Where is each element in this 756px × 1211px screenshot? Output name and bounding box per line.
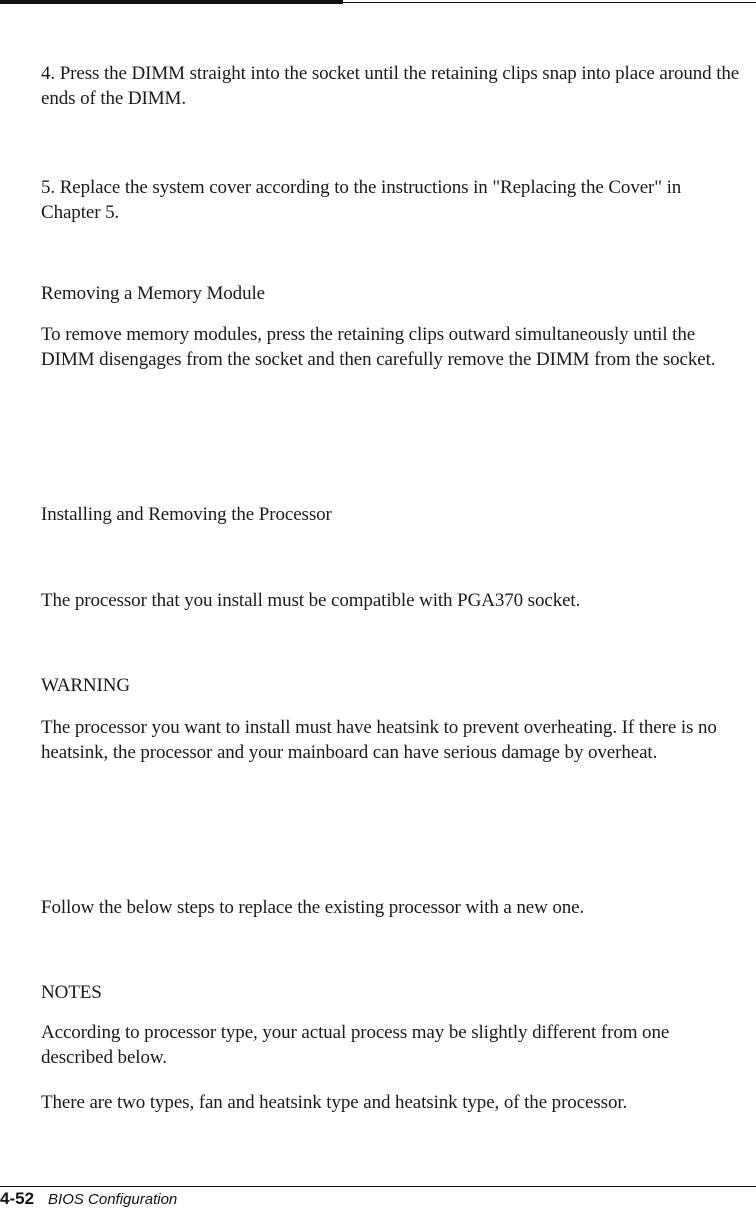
warning-label: WARNING (41, 675, 131, 696)
section-name: BIOS Configuration (48, 1190, 178, 1208)
removing-module-heading: Removing a Memory Module (41, 283, 265, 304)
warning-paragraph: The processor you want to install must have heatsink to prevent overheating. If there is no heatsink, the processor and your mainboard can have serious damage by overheat. (41, 717, 717, 763)
processor-compat-paragraph: The processor that you install must be compatible with PGA370 socket. (41, 590, 581, 611)
header-rule-thick (0, 0, 343, 4)
page-footer (0, 1187, 177, 1211)
notes-label: NOTES (41, 982, 102, 1003)
notes-paragraph-1: According to processor type, your actual process may be slightly different from one described below. (41, 1022, 670, 1068)
step-5-paragraph: 5. Replace the system cover according to the instructions in "Replacing the Cover" in Chapter 5. (41, 177, 682, 223)
removing-module-paragraph: To remove memory modules, press the retaining clips outward simultaneously until the DIMM disengages from the socket and then carefully remove the DIMM from the socket. (41, 324, 716, 370)
follow-steps-paragraph: Follow the below steps to replace the existing processor with a new one. (41, 897, 585, 918)
processor-heading: Installing and Removing the Processor (41, 504, 332, 525)
page-number: 4-52 (0, 1189, 35, 1208)
step-4-paragraph: 4. Press the DIMM straight into the socket until the retaining clips snap into place around the ends of the DIMM. (41, 63, 740, 109)
header-rule-thin (343, 2, 756, 3)
notes-paragraph-2: There are two types, fan and heatsink type and heatsink type, of the processor. (41, 1092, 628, 1113)
